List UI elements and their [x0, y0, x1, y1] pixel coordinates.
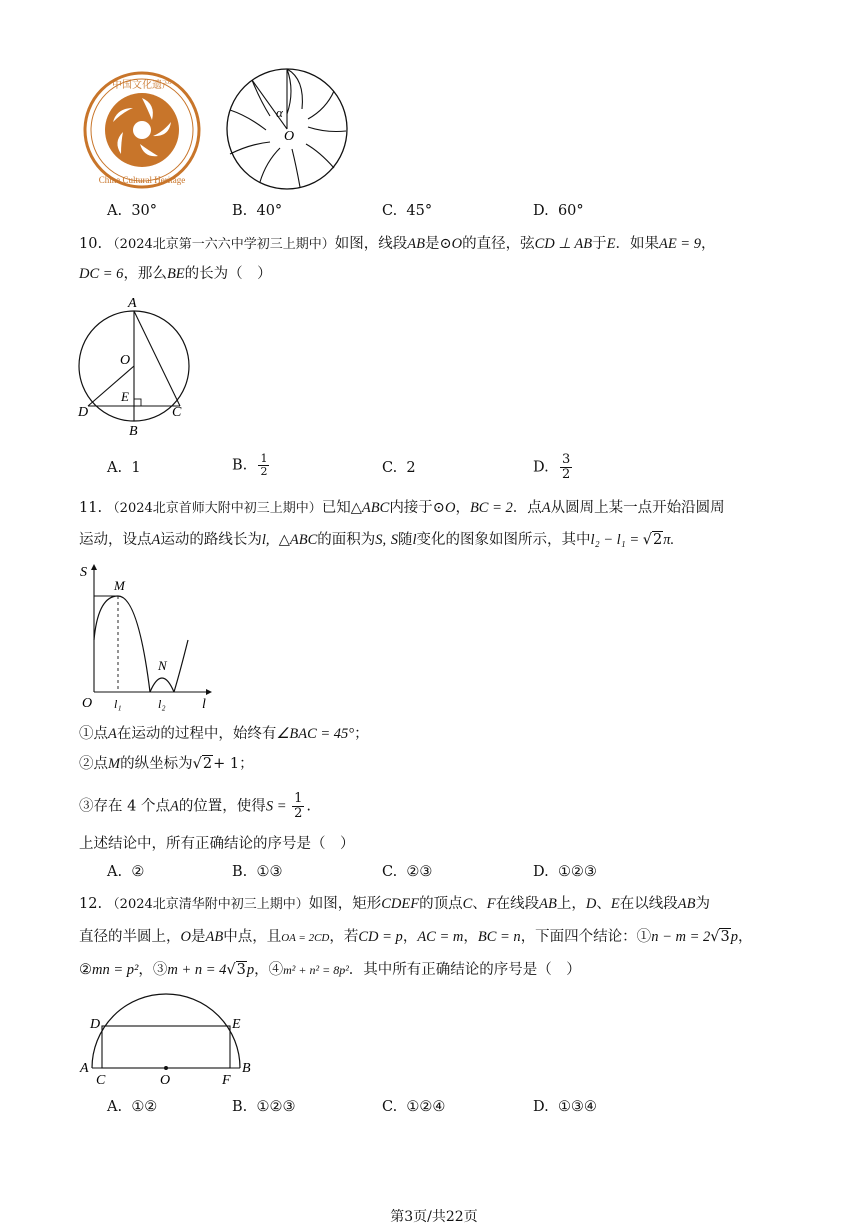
- q11-stem-line-2: 运动，设点A运动的路线长为l, △ABC的面积为S, S随l变化的图象如图所示，其中l₂ − l₁ = √2π.: [79, 532, 675, 548]
- q11-statement-3: ③存在 4 个点A的位置，使得S = $\frac{1}{2}$ .: [79, 791, 311, 821]
- q11-question: 上述结论中，所有正确结论的序号是（ ）: [79, 836, 355, 852]
- q11-option-c[interactable]: C. ②③: [382, 864, 433, 880]
- q10-circle-figure: [76, 292, 196, 442]
- q11-statement-2: ②点M的纵坐标为√2+ 1；: [79, 756, 254, 772]
- q10-stem-line-1: 10. （2024北京第一六六中学初三上期中）如图，线段AB是⊙O的直径，弦CD ⊥ AB于E．如果AE = 9，: [79, 236, 716, 252]
- q12-label-c: C: [96, 1073, 106, 1088]
- q12-stem-line-1: 12. （2024北京清华附中初三上期中）如图，矩形CDEF的顶点C、F在线段AB上，D、E在以线段AB为: [79, 896, 710, 912]
- q10-label-e: E: [121, 389, 129, 404]
- q12-label-d: D: [90, 1017, 101, 1032]
- q10-option-c[interactable]: C. 2: [382, 460, 416, 476]
- q12-label-a: A: [80, 1061, 89, 1076]
- q11-statement-1: ①点A在运动的过程中，始终有∠BAC = 45°；: [79, 726, 369, 742]
- q10-label-o: O: [120, 353, 131, 368]
- q12-stem-line-2: 直径的半圆上，O是AB中点，且OA = 2CD，若CD = p，AC = m，BC = n，下面四个结论：①n − m = 2√3p，: [79, 929, 753, 945]
- q11-label-m: M: [114, 578, 125, 593]
- q11-graph-figure: [76, 562, 212, 712]
- q9-option-d[interactable]: D. 60°: [533, 203, 584, 219]
- q11-label-s: S: [80, 565, 87, 580]
- q10-label-a: A: [128, 296, 137, 311]
- fan-blades-figure: [222, 66, 352, 192]
- q12-label-b: B: [242, 1061, 251, 1076]
- q9-option-c[interactable]: C. 45°: [382, 203, 433, 219]
- q12-option-d[interactable]: D. ①③④: [533, 1099, 597, 1115]
- q12-label-o: O: [160, 1073, 171, 1088]
- logo-arc-text: 中国文化遗产: [112, 80, 172, 91]
- logo-side-text: China Cultural Heritage: [98, 175, 186, 185]
- q12-label-f: F: [222, 1073, 231, 1088]
- q12-option-b[interactable]: B. ①②③: [232, 1099, 296, 1115]
- q10-label-c: C: [172, 405, 182, 420]
- heritage-logo-figure: [76, 70, 208, 190]
- q10-option-d[interactable]: D. $\frac{3}{2}$: [533, 452, 571, 482]
- q12-option-c[interactable]: C. ①②④: [382, 1099, 446, 1115]
- q11-label-n: N: [158, 658, 167, 673]
- q11-label-l: l: [202, 697, 206, 712]
- q12-label-e: E: [232, 1017, 241, 1032]
- angle-alpha-label: α: [276, 105, 283, 120]
- q11-stem-line-1: 11. （2024北京首师大附中初三上期中）已知△ABC内接于⊙O，BC = 2．点A从圆周上某一点开始沿圆周: [79, 500, 725, 516]
- q10-option-a[interactable]: A. 1: [107, 460, 141, 476]
- q11-option-b[interactable]: B. ①③: [232, 864, 283, 880]
- q9-option-b[interactable]: B. 40°: [232, 203, 283, 219]
- q12-semicircle-figure: [76, 988, 256, 1088]
- center-o-label: O: [284, 129, 295, 144]
- q10-option-b[interactable]: B. $\frac{1}{2}$: [232, 452, 268, 478]
- q11-label-l1: l₁: [114, 697, 122, 711]
- q11-option-a[interactable]: A. ②: [107, 864, 145, 880]
- q10-stem-line-2: DC = 6，那么BE的长为（ ）: [79, 266, 272, 282]
- q11-label-l2: l₂: [158, 697, 166, 711]
- q11-option-d[interactable]: D. ①②③: [533, 864, 597, 880]
- q10-label-b: B: [129, 424, 138, 439]
- page-footer: 第3页/共22页: [390, 1209, 478, 1225]
- q10-label-d: D: [78, 405, 89, 420]
- q12-stem-line-3: ②mn = p²，③m + n = 4√3p，④m² + n² = 8p²．其中所有正确结论的序号是（ ）: [79, 962, 581, 978]
- q12-option-a[interactable]: A. ①②: [107, 1099, 158, 1115]
- q11-label-o: O: [82, 696, 93, 711]
- q9-option-a[interactable]: A. 30°: [107, 203, 158, 219]
